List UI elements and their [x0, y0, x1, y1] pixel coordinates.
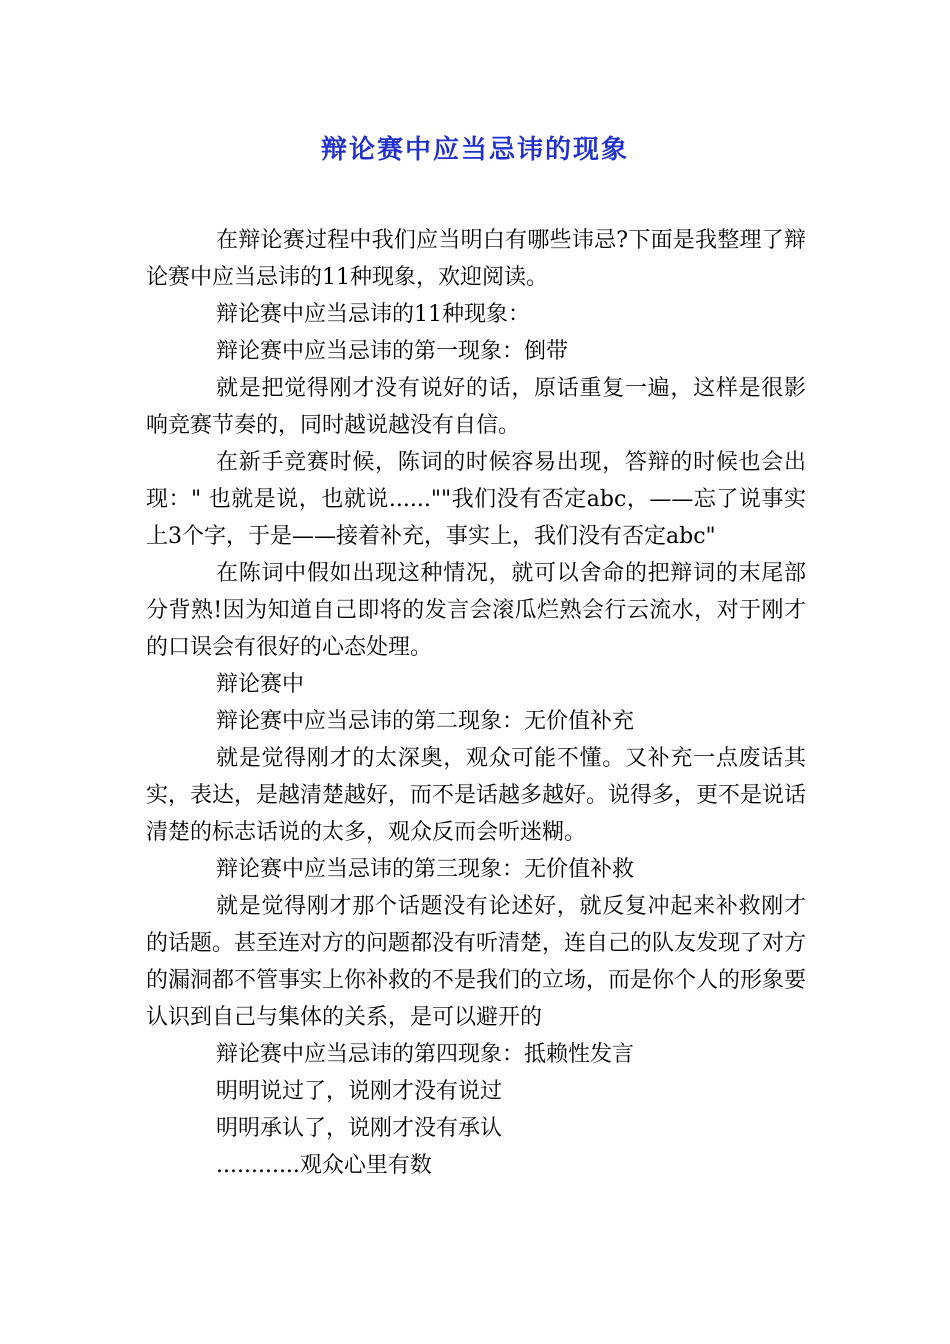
paragraph: ............观众心里有数 [216, 1153, 432, 1178]
paragraph: 就是觉得刚才的太深奥，观众可能不懂。又补充一点废话其实，表达，是越清楚越好，而不是话越多越好。说得多，更不是说话清楚的标志话说的太多，观众反而会听迷糊。 [146, 746, 807, 845]
document-body [146, 222, 806, 1184]
paragraph: 明明说过了，说刚才没有说过 [216, 1079, 503, 1104]
paragraph: 就是觉得刚才那个话题没有论述好，就反复冲起来补救刚才的话题。甚至连对方的问题都没有听清楚，连自己的队友发现了对方的漏洞都不管事实上你补救的不是我们的立场，而是你个人的形象要认识到自己与集体的关系，是可以避开的 [146, 894, 807, 1030]
paragraph: 辩论赛中应当忌讳的第三现象：无价值补救 [216, 857, 635, 882]
paragraph: 在新手竞赛时候，陈词的时候容易出现，答辩的时候也会出现：" 也就是说，也就说......""我们没有否定abc，——忘了说事实上3个字，于是——接着补充，事实上，我们没有否定abc" [146, 450, 806, 549]
page-title: 辩论赛中应当忌讳的现象 [320, 135, 629, 165]
paragraph: 辩论赛中应当忌讳的11种现象： [216, 302, 530, 327]
paragraph: 辩论赛中应当忌讳的第二现象：无价值补充 [216, 709, 635, 734]
paragraph: 辩论赛中应当忌讳的第四现象：抵赖性发言 [216, 1042, 635, 1067]
paragraph: 辩论赛中 [216, 672, 305, 697]
paragraph: 在辩论赛过程中我们应当明白有哪些讳忌?下面是我整理了辩论赛中应当忌讳的11种现象，欢迎阅读。 [146, 228, 806, 290]
paragraph: 辩论赛中应当忌讳的第一现象：倒带 [216, 339, 569, 364]
paragraph: 在陈词中假如出现这种情况，就可以舍命的把辩词的末尾部分背熟!因为知道自己即将的发言会滚瓜烂熟会行云流水，对于刚才的口误会有很好的心态处理。 [146, 561, 806, 660]
paragraph: 明明承认了，说刚才没有承认 [216, 1116, 503, 1141]
paragraph: 就是把觉得刚才没有说好的话，原话重复一遍，这样是很影响竞赛节奏的，同时越说越没有自信。 [146, 376, 806, 438]
